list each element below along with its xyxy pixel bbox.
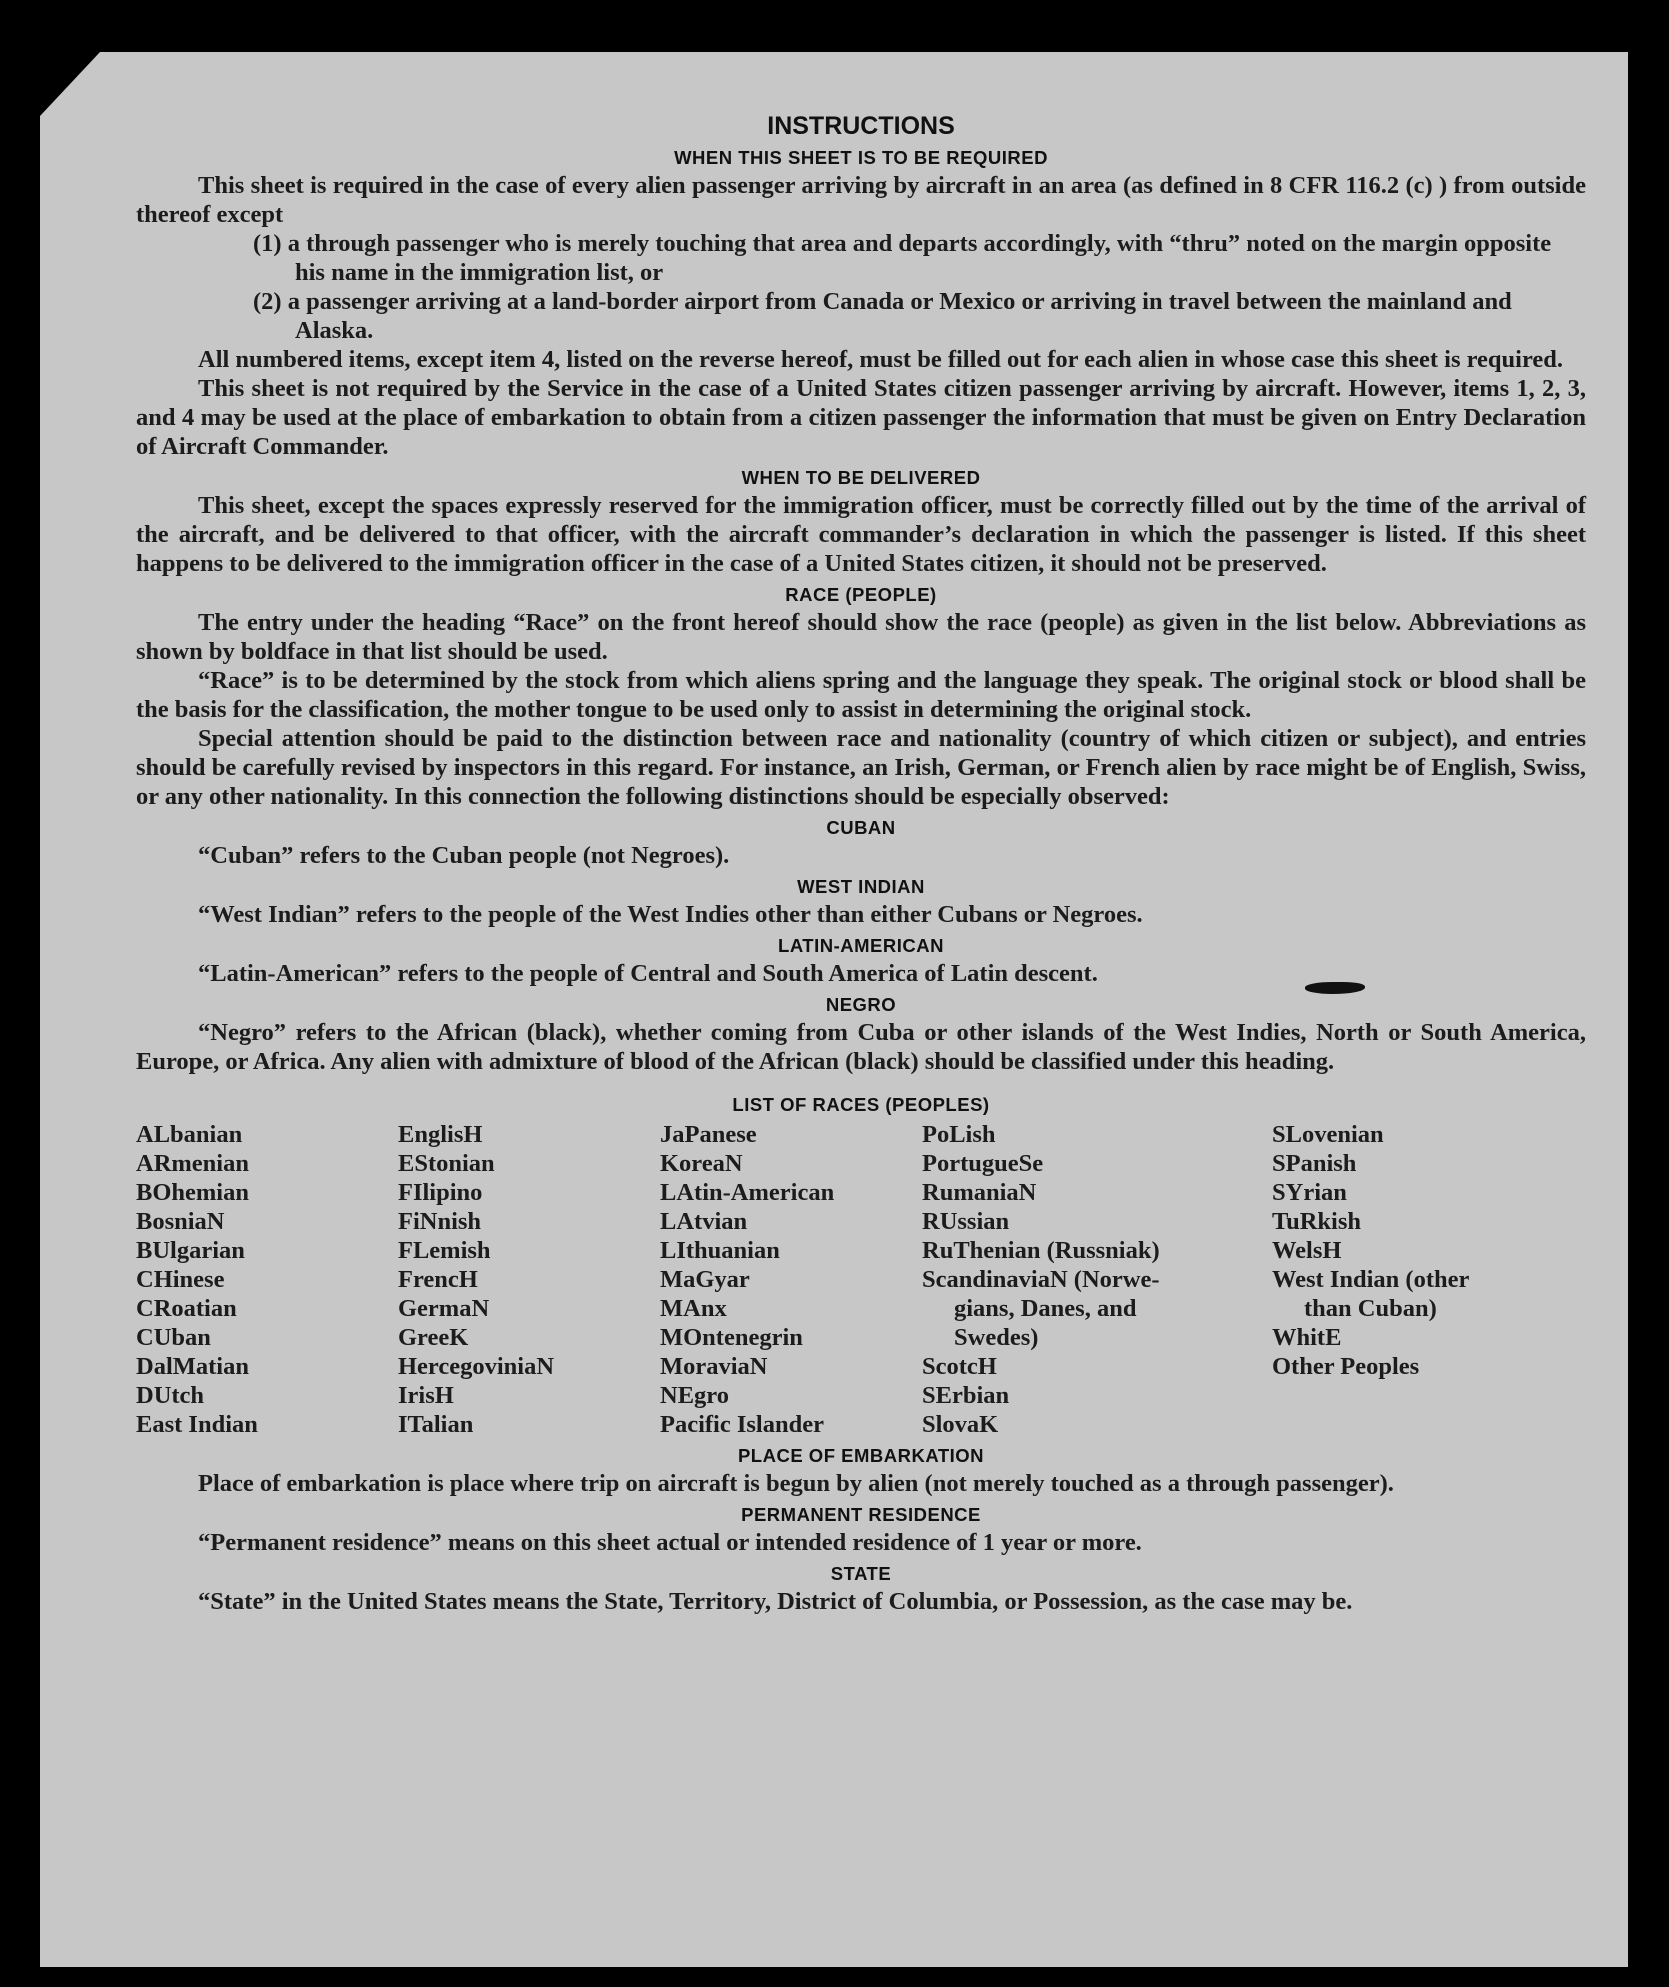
- race-entry: PortugueSe: [922, 1150, 1044, 1177]
- when-required-para3: This sheet is not required by the Service in the case of a United States citizen passenger arriving by aircraft. However, items 1, 2, 3, and 4 may be used at the place of embarkation to obtain from a citizen passenger the information that must be given on Entry Declaration of Aircraft Commander.: [136, 375, 1586, 460]
- race-entry: BosniaN: [136, 1208, 225, 1235]
- when-required-para2: All numbered items, except item 4, listed on the reverse hereof, must be filled out for each alien in whose case this sheet is required.: [198, 346, 1564, 373]
- heading-cuban: CUBAN: [826, 817, 896, 838]
- place-of-embarkation-para: Place of embarkation is place where trip on aircraft is begun by alien (not merely touched as a through passenger).: [198, 1470, 1394, 1497]
- races-column-2: [398, 1120, 660, 1439]
- when-required-intro: This sheet is required in the case of every alien passenger arriving by aircraft in an area (as defined in 8 CFR 116.2 (c) ) from outside thereof except: [136, 172, 1586, 228]
- race-entry: HercegoviniaN: [398, 1353, 555, 1380]
- race-entry: CRoatian: [136, 1295, 237, 1322]
- race-entry: than Cuban): [1304, 1295, 1437, 1322]
- west-indian-para: “West Indian” refers to the people of the West Indies other than either Cubans or Negroes.: [198, 901, 1143, 928]
- race-entry: MOntenegrin: [660, 1324, 803, 1351]
- instructions-body: [136, 112, 1586, 1616]
- state-para: “State” in the United States means the State, Territory, District of Columbia, or Possession, as the case may be.: [198, 1588, 1353, 1615]
- race-entry: EStonian: [398, 1150, 495, 1177]
- race-entry: FiNnish: [398, 1208, 482, 1235]
- cuban-para: “Cuban” refers to the Cuban people (not Negroes).: [198, 842, 730, 869]
- heading-when-required: WHEN THIS SHEET IS TO BE REQUIRED: [674, 147, 1048, 168]
- heading-negro: NEGRO: [825, 994, 897, 1015]
- race-para1: The entry under the heading “Race” on the front hereof should show the race (people) as given in the list below. Abbreviations as shown by boldface in that list should be used.: [136, 609, 1586, 665]
- negro-para: “Negro” refers to the African (black), whether coming from Cuba or other islands of the West Indies, North or South America, Europe, or Africa. Any alien with admixture of blood of the African (black) should be classified under this heading.: [136, 1019, 1586, 1075]
- races-column-1: [136, 1120, 398, 1439]
- race-entry: GreeK: [398, 1324, 469, 1351]
- race-entry: LAtin-American: [660, 1179, 835, 1206]
- race-entry: Pacific Islander: [660, 1411, 824, 1438]
- race-entry: gians, Danes, and: [954, 1295, 1137, 1322]
- latin-american-para: “Latin-American” refers to the people of Central and South America of Latin descent.: [198, 960, 1098, 987]
- races-column-4: [922, 1120, 1272, 1439]
- race-para3: Special attention should be paid to the distinction between race and nationality (country of which citizen or subject), and entries should be carefully revised by inspectors in this regard. For instance, an Irish, German, or French alien by race might be of English, Swiss, or any other nationality. In this connection the following distinctions should be especially observed:: [136, 725, 1586, 810]
- race-entry: RumaniaN: [922, 1179, 1037, 1206]
- race-entry: GermaN: [398, 1295, 490, 1322]
- heading-list-of-races: LIST OF RACES (PEOPLES): [732, 1094, 990, 1115]
- race-entry: SYrian: [1272, 1179, 1347, 1206]
- race-entry: MaGyar: [660, 1266, 750, 1293]
- heading-race: RACE (PEOPLE): [785, 584, 937, 605]
- exception-item-1: (1) a through passenger who is merely touching that area and departs accordingly, with “thru” noted on the margin opposite his name in the immigration list, or: [253, 230, 1552, 286]
- race-entry: ARmenian: [136, 1150, 249, 1177]
- heading-permanent-residence: PERMANENT RESIDENCE: [741, 1504, 981, 1525]
- races-column-5: [1272, 1120, 1552, 1439]
- races-table: [136, 1120, 1586, 1439]
- race-entry: NEgro: [660, 1382, 729, 1409]
- heading-when-delivered: WHEN TO BE DELIVERED: [741, 467, 981, 488]
- races-column-3: [660, 1120, 922, 1439]
- race-entry: BOhemian: [136, 1179, 249, 1206]
- race-para2: “Race” is to be determined by the stock from which aliens spring and the language they speak. The original stock or blood shall be the basis for the classification, the mother tongue to be used only to assist in determining the original stock.: [136, 667, 1586, 723]
- race-entry: JaPanese: [660, 1121, 757, 1148]
- race-entry: IrisH: [398, 1382, 454, 1409]
- race-entry: FLemish: [398, 1237, 491, 1264]
- permanent-residence-para: “Permanent residence” means on this sheet actual or intended residence of 1 year or more.: [198, 1529, 1142, 1556]
- document-sheet: [40, 52, 1628, 1967]
- race-entry: KoreaN: [660, 1150, 743, 1177]
- race-entry: DalMatian: [136, 1353, 249, 1380]
- race-entry: FIlipino: [398, 1179, 483, 1206]
- race-entry: ALbanian: [136, 1121, 243, 1148]
- race-entry: SErbian: [922, 1382, 1010, 1409]
- race-entry: SPanish: [1272, 1150, 1357, 1177]
- race-entry: RuThenian (Russniak): [922, 1237, 1160, 1264]
- race-entry: RUssian: [922, 1208, 1010, 1235]
- race-entry: TuRkish: [1272, 1208, 1362, 1235]
- race-entry: LIthuanian: [660, 1237, 780, 1264]
- heading-west-indian: WEST INDIAN: [797, 876, 925, 897]
- race-entry: LAtvian: [660, 1208, 748, 1235]
- race-entry: Other Peoples: [1272, 1353, 1420, 1380]
- race-entry: MAnx: [660, 1295, 727, 1322]
- race-entry: WelsH: [1272, 1237, 1342, 1264]
- race-entry: SlovaK: [922, 1411, 999, 1438]
- folded-corner: [40, 52, 100, 116]
- race-entry: ScandinaviaN (Norwe-: [922, 1266, 1160, 1293]
- race-entry: CUban: [136, 1324, 211, 1351]
- race-entry: SLovenian: [1272, 1121, 1384, 1148]
- race-entry: ScotcH: [922, 1353, 997, 1380]
- race-entry: DUtch: [136, 1382, 205, 1409]
- heading-latin-american: LATIN-AMERICAN: [778, 935, 944, 956]
- race-entry: CHinese: [136, 1266, 225, 1293]
- race-entry: PoLish: [922, 1121, 996, 1148]
- race-entry: MoraviaN: [660, 1353, 768, 1380]
- race-entry: FrencH: [398, 1266, 478, 1293]
- race-entry: WhitE: [1272, 1324, 1342, 1351]
- heading-place-of-embarkation: PLACE OF EMBARKATION: [737, 1445, 985, 1466]
- race-entry: West Indian (other: [1272, 1266, 1470, 1293]
- exception-item-2: (2) a passenger arriving at a land-border airport from Canada or Mexico or arriving in travel between the mainland and Alaska.: [253, 288, 1512, 344]
- race-entry: EnglisH: [398, 1121, 483, 1148]
- race-entry: ITalian: [398, 1411, 474, 1438]
- heading-state: STATE: [830, 1563, 892, 1584]
- instructions-title: INSTRUCTIONS: [767, 112, 955, 140]
- race-entry: BUlgarian: [136, 1237, 245, 1264]
- race-entry: Swedes): [954, 1324, 1039, 1351]
- race-entry: East Indian: [136, 1411, 258, 1438]
- when-delivered-para: This sheet, except the spaces expressly reserved for the immigration officer, must be correctly filled out by the time of the arrival of the aircraft, and be delivered to that officer, with the aircraft commander’s declaration in which the passenger is listed. If this sheet happens to be delivered to the immigration officer in the case of a United States citizen, it should not be preserved.: [136, 492, 1586, 577]
